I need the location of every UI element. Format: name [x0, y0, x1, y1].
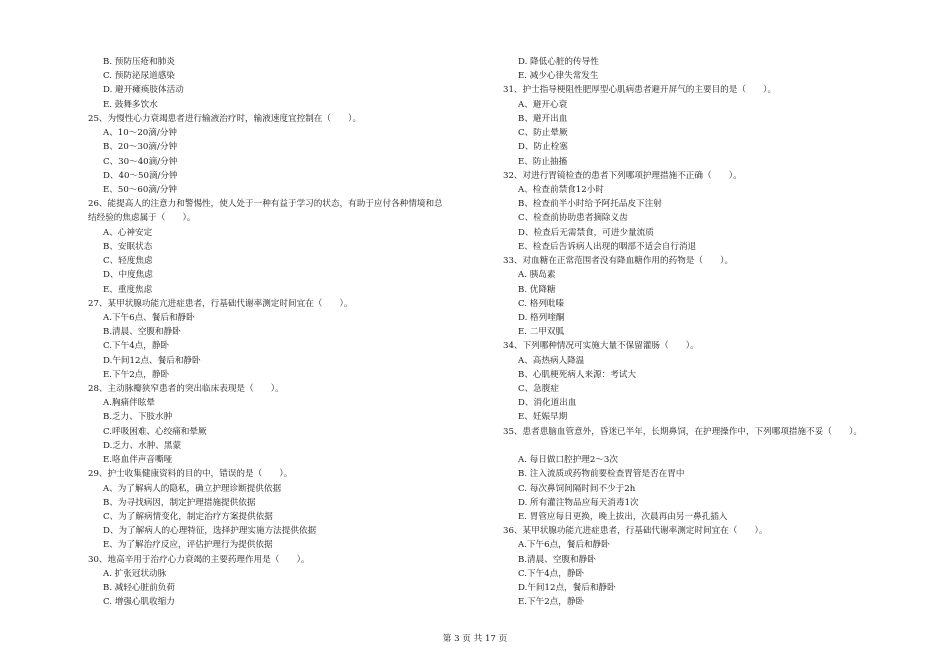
question-text: 33、对血糖在正常范围者没有降血糖作用的药物是（ ）。	[503, 256, 734, 267]
answer-option: C.呼吸困难、心绞痛和晕厥	[103, 426, 207, 437]
answer-option: E、为了解治疗反应，评估护理行为提供依据	[103, 540, 273, 551]
answer-option: C.下午4点，静卧	[518, 568, 585, 579]
answer-option: D、中度焦虑	[103, 270, 153, 281]
answer-option: B、避开出血	[518, 113, 568, 124]
answer-option: E、防止抽搐	[518, 156, 568, 167]
answer-option: D、40～50滴/分钟	[103, 170, 178, 181]
answer-option: E、检查后告诉病人出现的咽部不适会自行消退	[518, 241, 697, 252]
answer-option: E、50～60滴/分钟	[103, 184, 178, 195]
question-text: 26、能提高人的注意力和警惕性，使人处于一种有益于学习的状态，有助于应付各种情境和总	[88, 199, 443, 210]
question-text: 29、护士收集健康资料的目的中，错误的是（ ）。	[88, 469, 293, 480]
answer-option: A、心神安定	[103, 227, 153, 238]
answer-option: A.下午6点，餐后和静卧	[518, 540, 610, 551]
answer-option: B. 预防压疮和肺炎	[103, 57, 175, 67]
answer-option: D、为了解病人的心理特征，选择护理实施方法提供依据	[103, 526, 317, 537]
answer-option: A、避开心衰	[518, 99, 568, 110]
question-text: 结经验的焦虑属于（ ）。	[88, 213, 196, 224]
answer-option: B.清晨、空腹和静卧	[518, 554, 596, 565]
answer-option: A.胸痛伴眩晕	[103, 398, 155, 409]
answer-option: D. 格列喹酮	[518, 312, 565, 323]
right-column	[503, 55, 923, 610]
answer-option: C、为了解病情变化，制定治疗方案提供依据	[103, 512, 273, 522]
answer-option: E. 胃管应每日更换，晚上拔出，次晨再由另一鼻孔插入	[518, 512, 728, 522]
answer-option: E. 减少心律失常发生	[518, 71, 599, 82]
answer-option: C. 增强心肌收缩力	[103, 597, 175, 608]
answer-option: A. 扩张冠状动脉	[103, 568, 167, 579]
answer-option: A. 胰岛素	[518, 270, 556, 281]
answer-option: D. 所有灌注物品应每天消毒1次	[518, 497, 639, 508]
answer-option: B、安眠状态	[103, 241, 153, 252]
page-footer: 第 3 页 共 17 页	[442, 634, 508, 644]
question-text: 31、护士指导梗阻性肥厚型心肌病患者避开屏气的主要目的是（ ）。	[503, 85, 777, 96]
answer-option: C. 预防泌尿道感染	[103, 71, 175, 82]
question-text: 28、主动脉瓣狭窄患者的突出临床表现是（ ）。	[88, 384, 284, 395]
answer-option: E.咯血伴声音嘶哑	[103, 455, 173, 466]
answer-option: E. 二甲双胍	[518, 327, 565, 338]
answer-option: B、为寻找病因，制定护理措施提供依据	[103, 497, 256, 508]
answer-option: C. 每次鼻饲间隔时间不少于2h	[518, 483, 636, 494]
answer-option: D.午间12点、餐后和静卧	[103, 355, 201, 366]
answer-option: D.乏力、水肿、黑蒙	[103, 440, 182, 451]
answer-option: B.清晨、空腹和静卧	[103, 327, 181, 338]
question-text: 36、某甲状腺功能亢进症患者，行基础代谢率测定时间宜在（ ）。	[503, 526, 768, 537]
answer-option: A、高热病人降温	[518, 355, 585, 366]
answer-option: D、防止栓塞	[518, 142, 568, 153]
answer-option: D.午间12点，餐后和静卧	[518, 583, 616, 594]
question-text: 32、对进行胃镜检查的患者下列哪项护理措施不正确（ ）。	[503, 170, 742, 181]
question-text: 27、某甲状腺功能亢进症患者，行基础代谢率测定时间宜在（ ）。	[88, 298, 353, 309]
answer-option: E. 鼓舞多饮水	[103, 99, 158, 110]
answer-option: A.下午6点、餐后和静卧	[103, 312, 195, 323]
answer-option: B. 优降糖	[518, 284, 556, 295]
answer-option: B、20～30滴/分钟	[103, 142, 178, 153]
question-text: 34、下列哪种情况可实施大量不保留灌肠（ ）。	[503, 341, 699, 352]
answer-option: C、30～40滴/分钟	[103, 156, 178, 167]
answer-option: B、心肌梗死病人来源：考试大	[518, 369, 637, 380]
answer-option: C、急腹症	[518, 384, 559, 395]
answer-option: B.乏力、下肢水肿	[103, 412, 173, 423]
answer-option: C. 格列吡嗪	[518, 298, 565, 309]
answer-option: C、防止晕厥	[518, 128, 568, 139]
blank-line	[503, 439, 923, 453]
answer-option: A、检查前禁食12小时	[518, 184, 604, 195]
answer-option: B. 注入流质或药物前要检查胃管是否在胃中	[518, 469, 685, 480]
left-column	[88, 55, 488, 610]
answer-option: A、为了解病人的隐私，确立护理诊断提供依据	[103, 483, 282, 494]
answer-option: A、10～20滴/分钟	[103, 128, 177, 139]
answer-option: C、检查前协助患者摘除义齿	[518, 213, 628, 224]
question-text: 25、为慢性心力衰竭患者进行输液治疗时，输液速度宜控制在（ ）。	[88, 113, 362, 124]
answer-option: E、重度焦虑	[103, 284, 153, 295]
answer-option: B、检查前半小时给予阿托品皮下注射	[518, 199, 662, 210]
question-text: 30、地高辛用于治疗心力衰竭的主要药理作用是（ ）。	[88, 554, 310, 565]
question-text: 35、患者患脑血管意外，昏迷已半年，长期鼻饲，在护理操作中，下列哪项措施不妥（ ）。	[503, 426, 862, 437]
answer-option: E.下午2点，静卧	[518, 597, 585, 608]
answer-option: D、检查后无需禁食，可进少量流质	[518, 227, 654, 238]
answer-option: D、消化道出血	[518, 398, 577, 409]
answer-option: B. 减轻心脏前负荷	[103, 583, 175, 594]
answer-option: E、妊娠早期	[518, 412, 568, 423]
answer-option: D. 避开瘫痪肢体活动	[103, 85, 184, 96]
answer-option: D. 降低心脏的传导性	[518, 57, 599, 67]
answer-option: E.下午2点，静卧	[103, 369, 170, 380]
answer-option: A. 每日做口腔护理2～3次	[518, 455, 618, 466]
answer-option: C、轻度焦虑	[103, 256, 153, 267]
answer-option: C.下午4点，静卧	[103, 341, 170, 352]
